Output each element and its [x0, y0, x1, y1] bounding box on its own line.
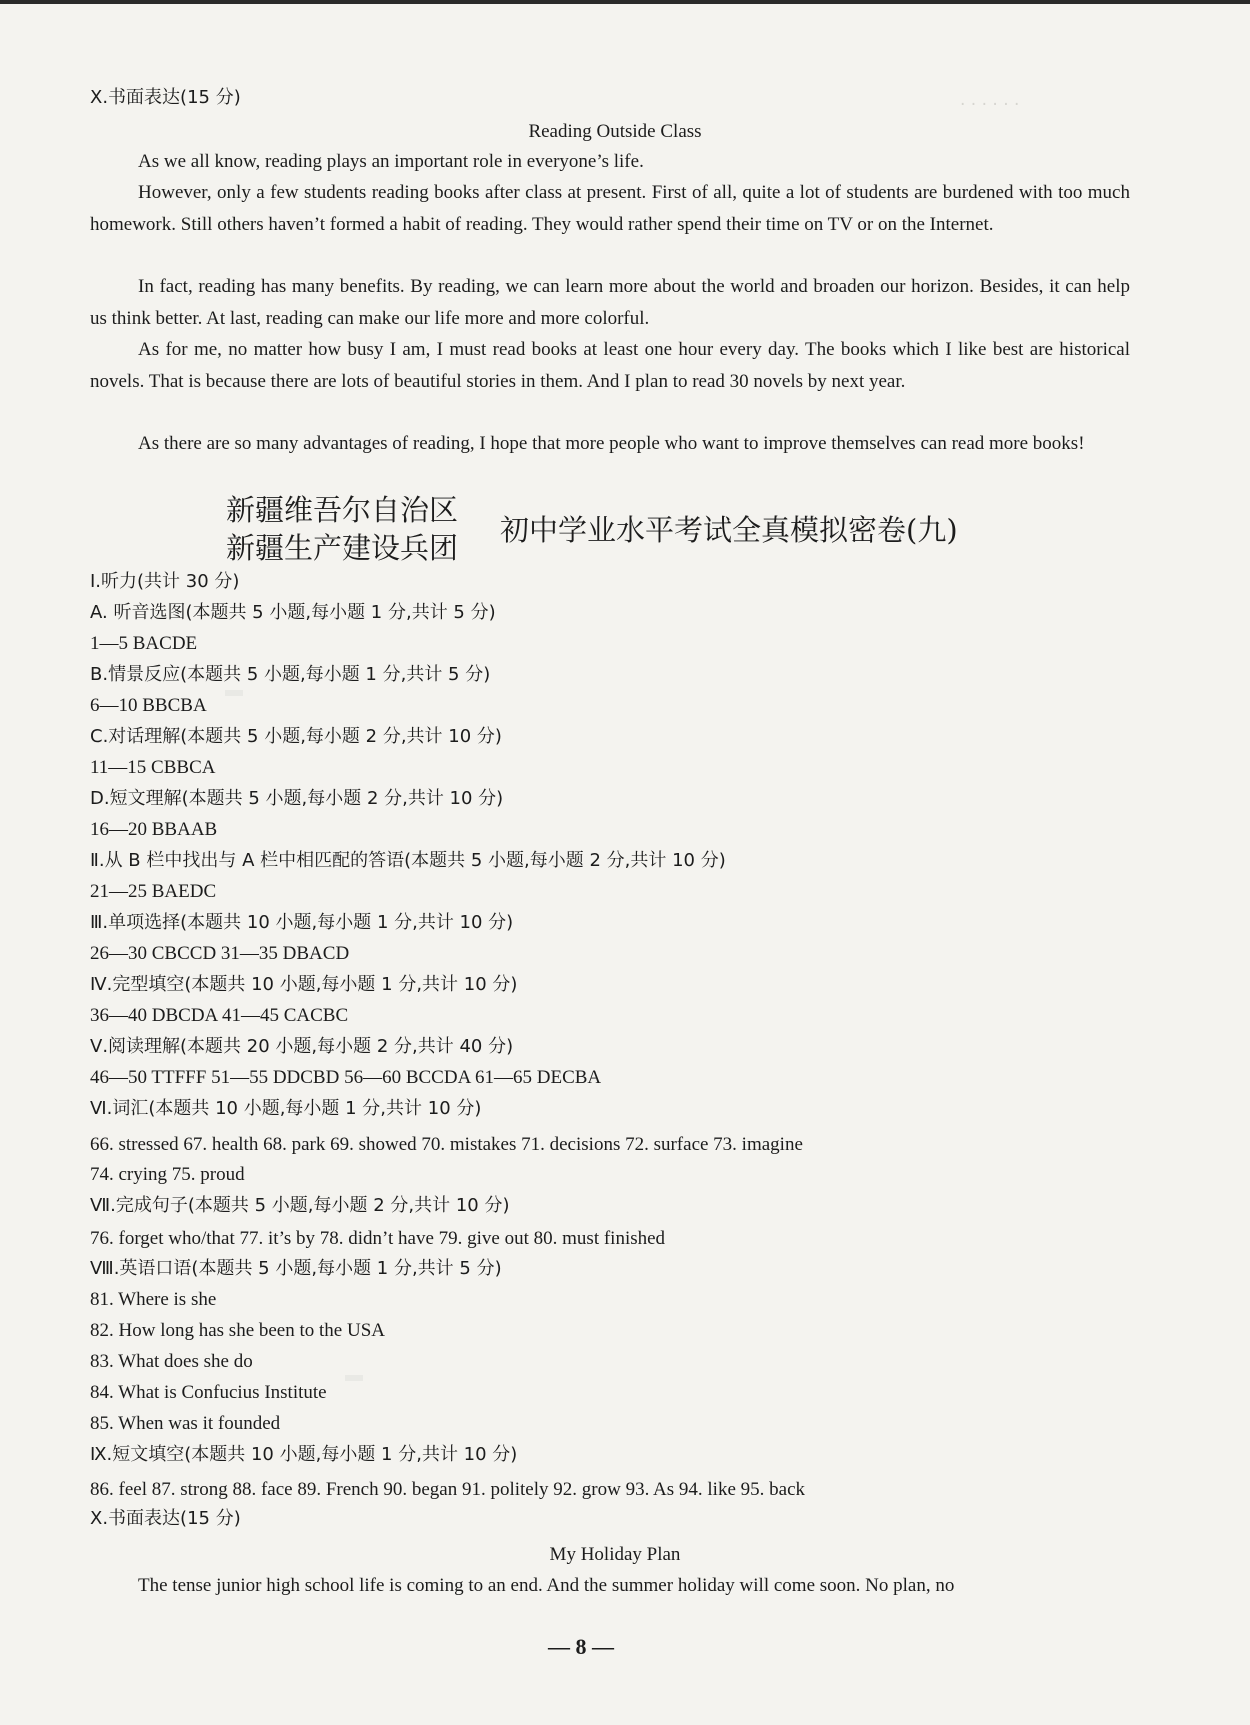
exam-region-line-2: 新疆生产建设兵团 [226, 531, 459, 565]
answer-line: 6—10 BBCBA [90, 695, 207, 716]
essay-first-line: The tense junior high school life is coming to an end. And the summer holiday will come soon. No plan, no [138, 1575, 955, 1596]
answer-line: 26—30 CBCCD 31—35 DBACD [90, 943, 350, 964]
top-border [0, 0, 1250, 4]
answer-line: Ⅴ.阅读理解(本题共 20 小题,每小题 2 分,共计 40 分) [90, 1036, 514, 1057]
answer-line: 76. forget who/that 77. it’s by 78. didn’t have 79. give out 80. must finished [90, 1228, 666, 1249]
answer-line: 82. How long has she been to the USA [90, 1320, 385, 1341]
answer-line: 74. crying 75. proud [90, 1164, 245, 1185]
answer-line: Ⅸ.短文填空(本题共 10 小题,每小题 1 分,共计 10 分) [90, 1444, 518, 1465]
answer-line: 16—20 BBAAB [90, 819, 218, 840]
essay-paragraph-5: As there are so many advantages of reading, I hope that more people who want to improve themselves can read more books! [138, 433, 1085, 454]
bleed-through-text: · · · · · · [960, 95, 1020, 115]
essay-paragraph-1: As we all know, reading plays an important role in everyone’s life. [138, 151, 644, 172]
answer-line: Ⅷ.英语口语(本题共 5 小题,每小题 1 分,共计 5 分) [90, 1258, 502, 1279]
answer-line: B.情景反应(本题共 5 小题,每小题 1 分,共计 5 分) [90, 664, 491, 685]
essay-paragraph-2: However, only a few students reading books after class at present. First of all, quite a lot of students are burdened with too much homework. Still others haven’t formed a habit of reading. They would rather spend their time on TV or on the Internet. [90, 182, 1130, 235]
watermark-stamp [225, 690, 243, 696]
answer-line: Ⅳ.完型填空(本题共 10 小题,每小题 1 分,共计 10 分) [90, 974, 518, 995]
answer-line: Ⅵ.词汇(本题共 10 小题,每小题 1 分,共计 10 分) [90, 1098, 482, 1119]
watermark-stamp [345, 1375, 363, 1381]
answer-line: Ⅱ.从 B 栏中找出与 A 栏中相匹配的答语(本题共 5 小题,每小题 2 分,共计 10 分) [90, 850, 726, 871]
answer-line: 86. feel 87. strong 88. face 89. French 90. began 91. politely 92. grow 93. As 94. like 95. back [90, 1479, 805, 1500]
answer-line: 83. What does she do [90, 1351, 253, 1372]
essay-title-reading: Reading Outside Class [528, 121, 702, 142]
essay-paragraph-4: As for me, no matter how busy I am, I must read books at least one hour every day. The books which I like best are historical novels. That is because there are lots of beautiful stories in them. And I plan to read 30 novels by next year. [90, 339, 1130, 392]
answer-line: Ⅹ.书面表达(15 分) [90, 1508, 241, 1529]
answer-line: 85. When was it founded [90, 1413, 281, 1434]
answer-line: 84. What is Confucius Institute [90, 1382, 327, 1403]
watermark-stamp [345, 980, 363, 986]
exam-region-line-1: 新疆维吾尔自治区 [226, 493, 459, 527]
answer-line: Ⅰ.听力(共计 30 分) [90, 571, 240, 592]
answer-line: 11—15 CBBCA [90, 757, 216, 778]
answer-line: Ⅶ.完成句子(本题共 5 小题,每小题 2 分,共计 10 分) [90, 1195, 510, 1216]
page-number: — 8 — [548, 1634, 614, 1659]
answer-line: 21—25 BAEDC [90, 881, 217, 902]
answer-line: 66. stressed 67. health 68. park 69. showed 70. mistakes 71. decisions 72. surface 73. imagine [90, 1134, 803, 1155]
answer-line: 36—40 DBCDA 41—45 CACBC [90, 1005, 349, 1026]
essay-title-holiday: My Holiday Plan [549, 1544, 681, 1565]
answer-line: D.短文理解(本题共 5 小题,每小题 2 分,共计 10 分) [90, 788, 504, 809]
section-x-heading-top: Ⅹ.书面表达(15 分) [90, 87, 241, 108]
exam-title: 初中学业水平考试全真模拟密卷(九) [500, 513, 958, 547]
answer-line: 81. Where is she [90, 1289, 217, 1310]
answer-line: C.对话理解(本题共 5 小题,每小题 2 分,共计 10 分) [90, 726, 502, 747]
answer-line: 46—50 TTFFF 51—55 DDCBD 56—60 BCCDA 61—65 DECBA [90, 1067, 602, 1088]
essay-paragraph-3: In fact, reading has many benefits. By reading, we can learn more about the world and broaden our horizon. Besides, it can help us think better. At last, reading can make our life more and more colorful. [90, 276, 1130, 329]
answer-line: Ⅲ.单项选择(本题共 10 小题,每小题 1 分,共计 10 分) [90, 912, 514, 933]
answer-line: A. 听音选图(本题共 5 小题,每小题 1 分,共计 5 分) [90, 602, 496, 623]
answer-line: 1—5 BACDE [90, 633, 198, 654]
